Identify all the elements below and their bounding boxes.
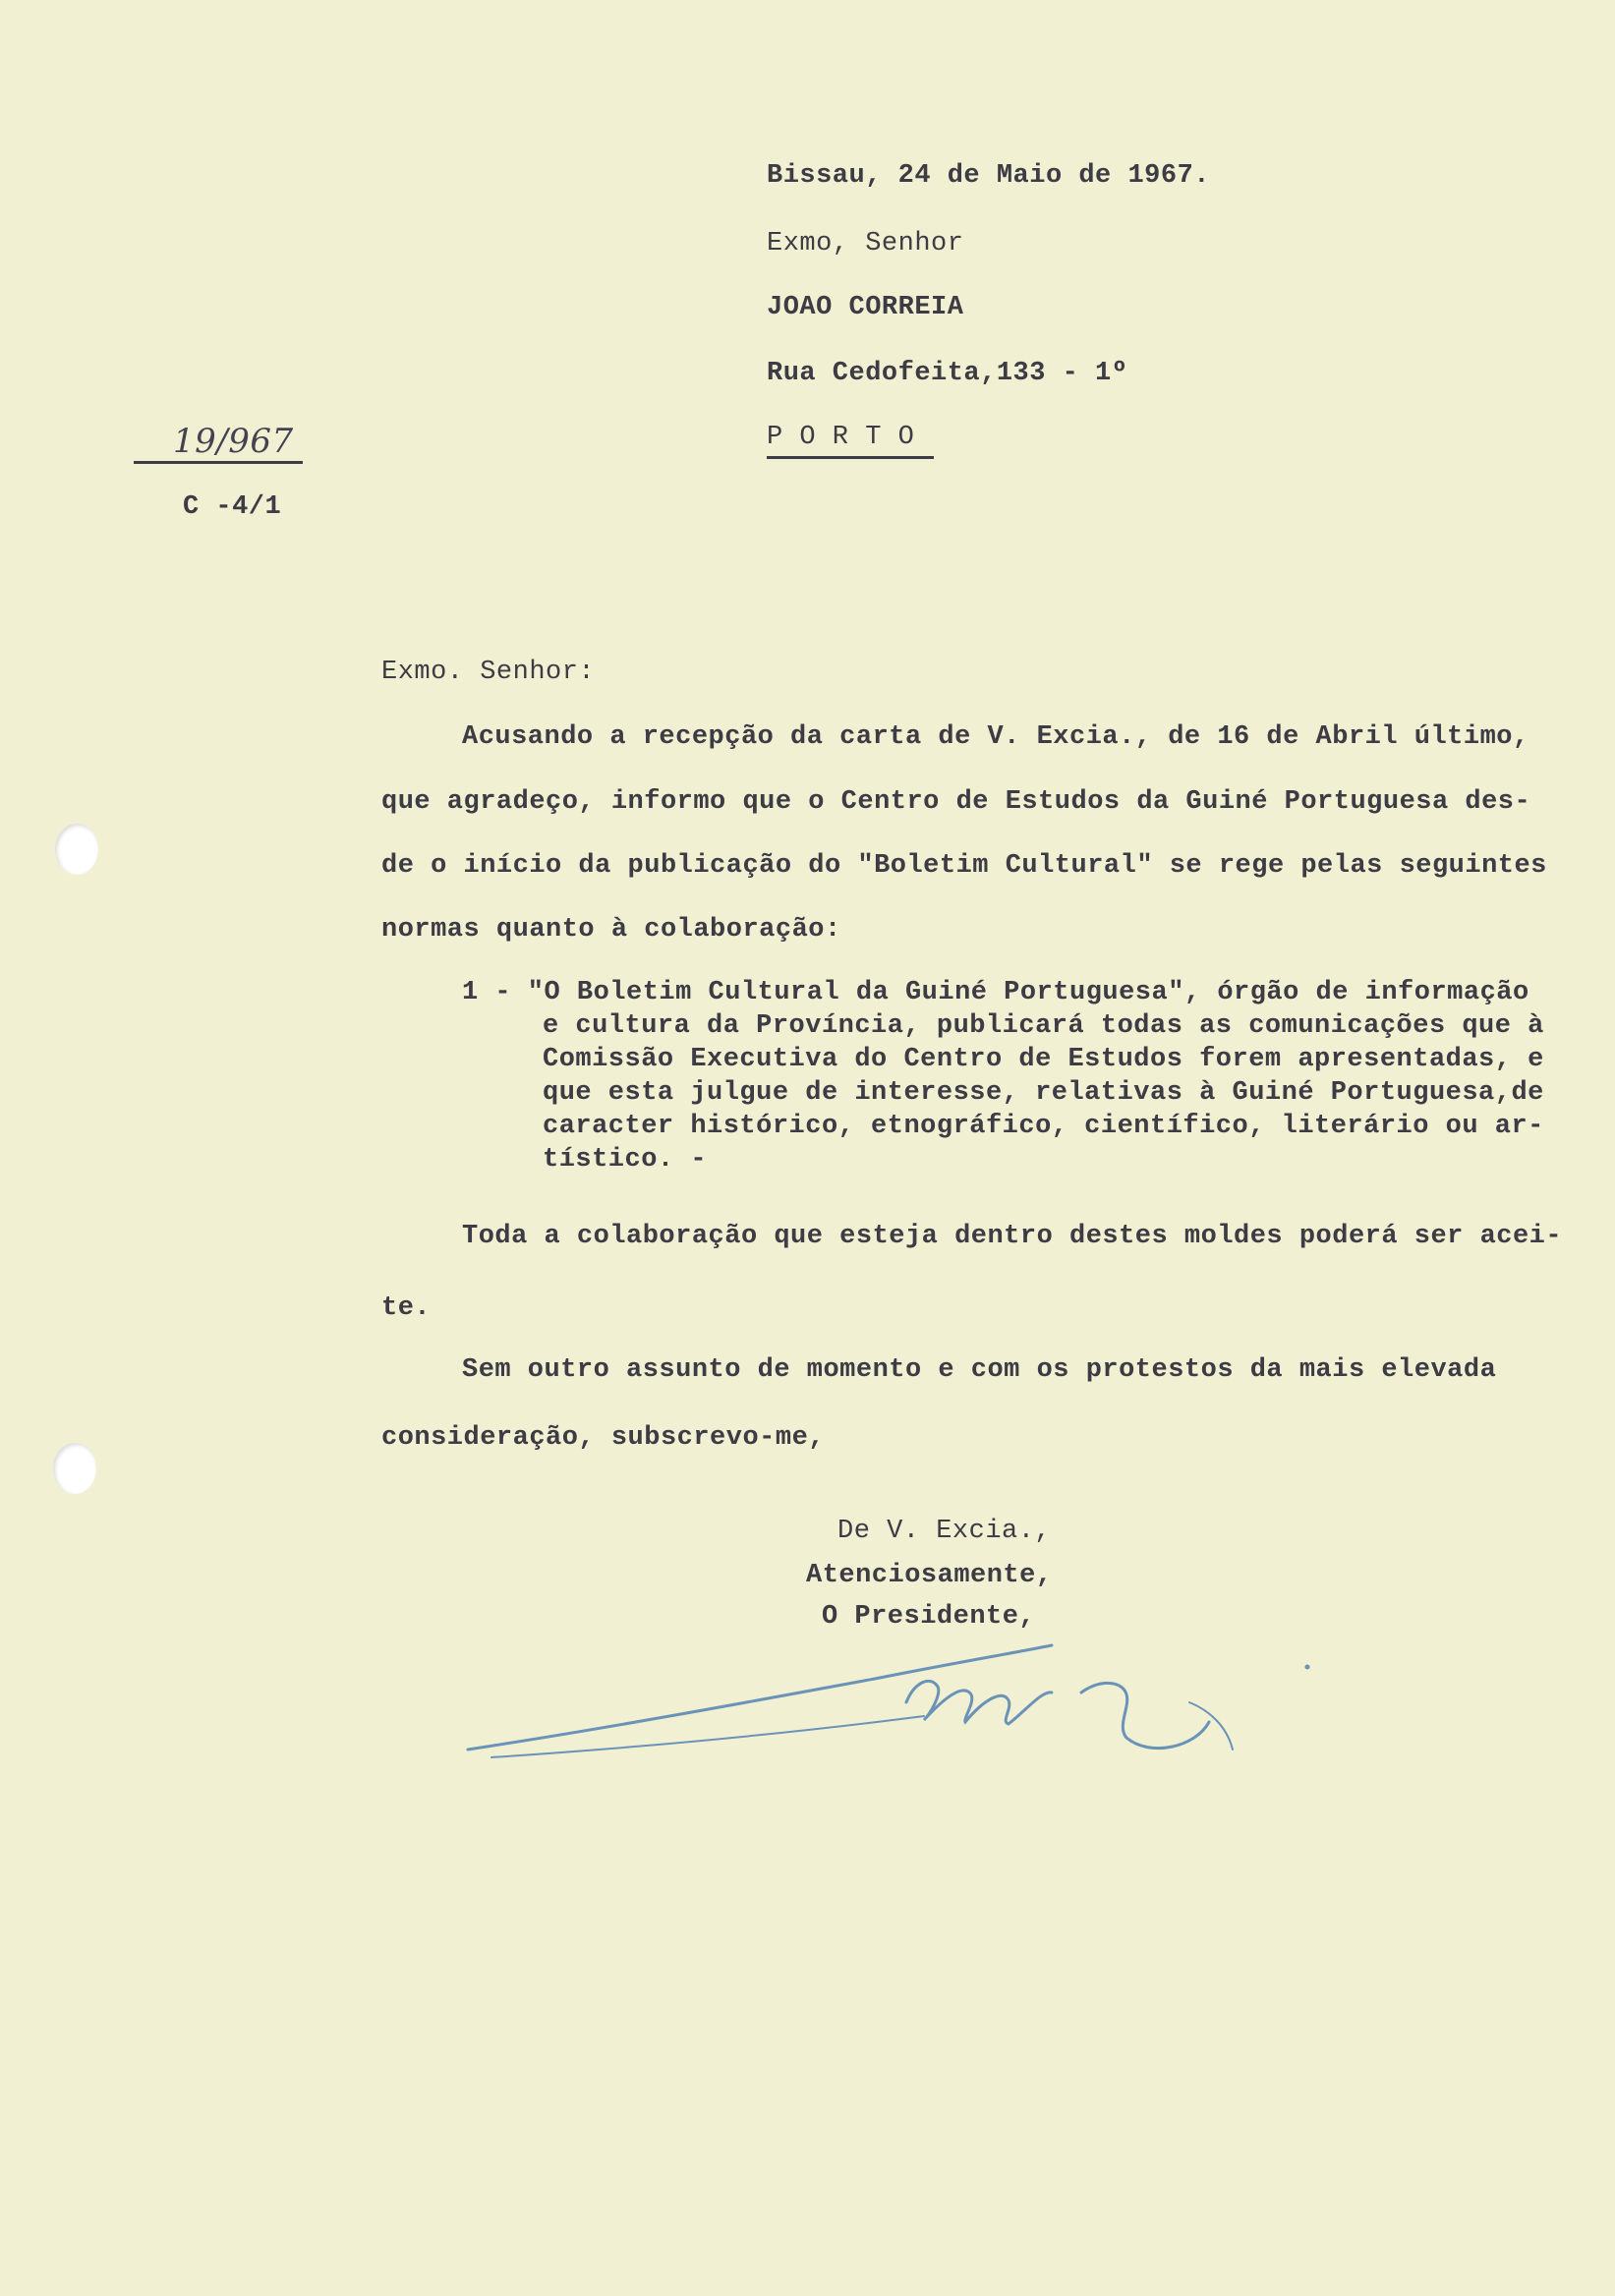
- punch-hole: [53, 1443, 96, 1494]
- reference-number: 19/967: [173, 422, 294, 461]
- address-street: Rua Cedofeita,133 - 1º: [767, 359, 1128, 388]
- paragraph-line: Toda a colaboração que esteja dentro destes moldes poderá ser acei-: [462, 1222, 1563, 1251]
- reference-code: C -4/1: [183, 492, 282, 522]
- paragraph-line: Sem outro assunto de momento e com os protestos da mais elevada: [462, 1355, 1497, 1385]
- item-line: que esta julgue de interesse, relativas à Guiné Portuguesa,de: [543, 1078, 1544, 1108]
- paragraph-line: que agradeço, informo que o Centro de Estudos da Guiné Portuguesa des-: [381, 787, 1531, 817]
- signature-image: [462, 1632, 1327, 1779]
- item-line: caracter histórico, etnográfico, científico, literário ou ar-: [543, 1112, 1544, 1141]
- addressee-name: JOAO CORREIA: [767, 293, 964, 322]
- reference-underline: [134, 461, 303, 464]
- paragraph-line: de o início da publicação do "Boletim Cultural" se rege pelas seguintes: [381, 851, 1547, 881]
- item-line: e cultura da Província, publicará todas as comunicações que à: [543, 1011, 1544, 1041]
- paragraph-line: normas quanto à colaboração:: [381, 915, 841, 945]
- item-line: 1 - "O Boletim Cultural da Guiné Portuguesa", órgão de informação: [462, 978, 1529, 1007]
- address-city: P O R T O: [767, 423, 915, 452]
- salutation: Exmo. Senhor:: [381, 658, 596, 687]
- city-underline: [767, 456, 934, 459]
- punch-hole: [55, 824, 98, 875]
- closing-line: O Presidente,: [822, 1602, 1036, 1632]
- item-line: Comissão Executiva do Centro de Estudos forem apresentadas, e: [543, 1045, 1544, 1074]
- paragraph-line: Acusando a recepção da carta de V. Excia., de 16 de Abril último,: [462, 722, 1529, 752]
- item-line: tístico. -: [543, 1145, 708, 1175]
- addressee-title: Exmo, Senhor: [767, 229, 964, 258]
- closing-line: De V. Excia.,: [837, 1517, 1052, 1546]
- paragraph-line: te.: [381, 1293, 432, 1323]
- closing-line: Atenciosamente,: [806, 1561, 1053, 1590]
- paragraph-line: consideração, subscrevo-me,: [381, 1423, 825, 1453]
- date-line: Bissau, 24 de Maio de 1967.: [767, 161, 1210, 191]
